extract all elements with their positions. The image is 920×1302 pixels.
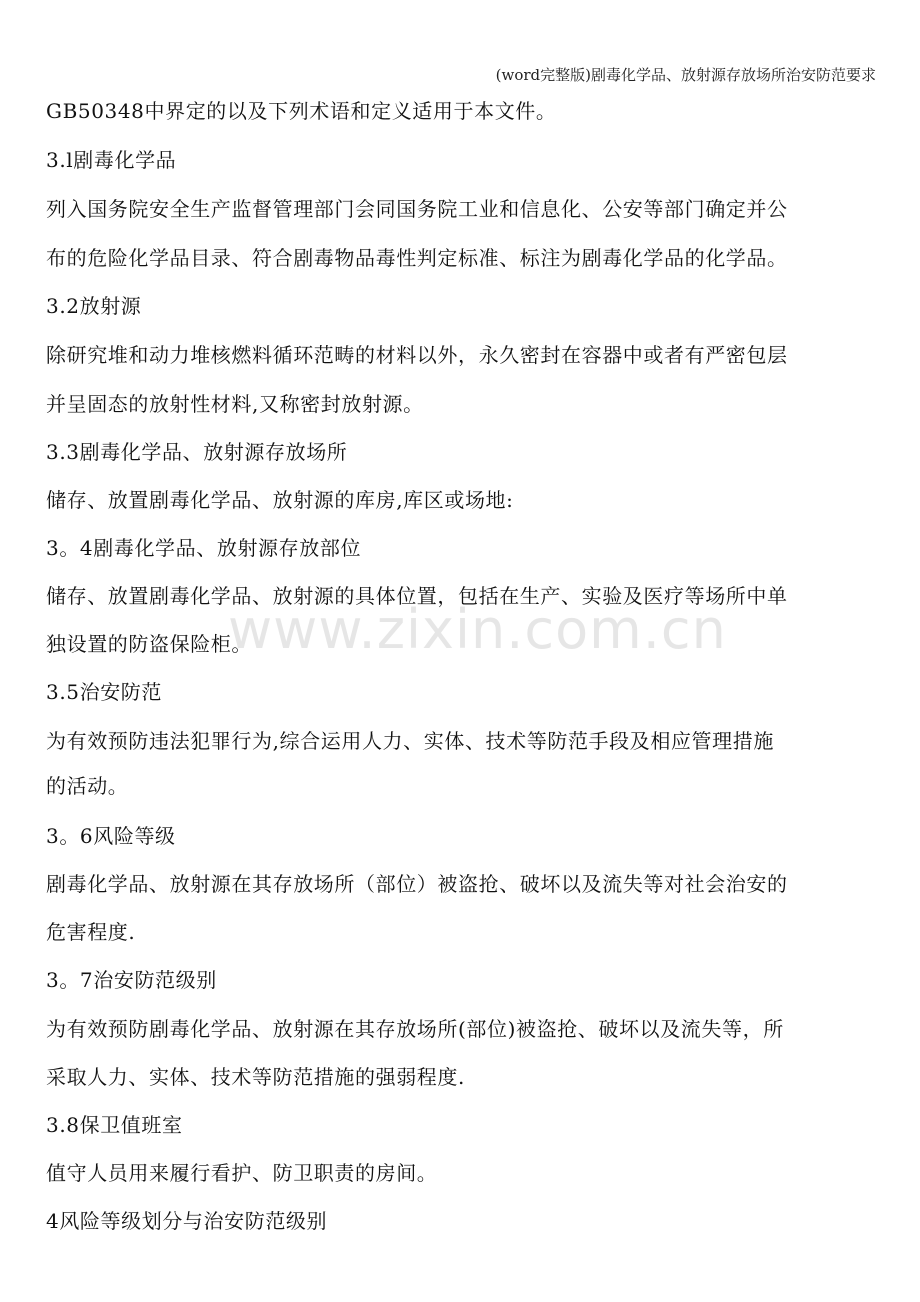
text-line: 危害程度. <box>46 920 136 944</box>
text-line: 采取人力、实体、技术等防范措施的强弱程度. <box>46 1065 465 1089</box>
text-line: 并呈固态的放射性材料,又称密封放射源。 <box>46 392 424 416</box>
text-line: 值守人员用来履行看护、防卫职责的房间。 <box>46 1161 438 1185</box>
watermark-text: www.zixin.com.cn <box>228 598 727 661</box>
text-line: GB50348中界定的以及下列术语和定义适用于本文件。 <box>46 99 557 123</box>
section-heading: 3.5治安防范 <box>46 680 163 704</box>
text-line: 除研究堆和动力堆核燃料循环范畴的材料以外，永久密封在容器中或者有严密包层 <box>46 343 788 367</box>
text-line: 的活动。 <box>46 774 129 798</box>
text-line: 储存、放置剧毒化学品、放射源的库房,库区或场地: <box>46 488 514 512</box>
text-line: 布的危险化学品目录、符合剧毒物品毒性判定标准、标注为剧毒化学品的化学品。 <box>46 246 788 270</box>
section-heading: 3.l剧毒化学品 <box>46 148 177 172</box>
section-heading: 3。4剧毒化学品、放射源存放部位 <box>46 536 362 560</box>
text-line: 为有效预防剧毒化学品、放射源在其存放场所(部位)被盗抢、破坏以及流失等，所 <box>46 1017 784 1041</box>
section-heading: 3。6风险等级 <box>46 824 176 848</box>
text-line: 为有效预防违法犯罪行为,综合运用人力、实体、技术等防范手段及相应管理措施 <box>46 729 774 753</box>
section-heading: 3.3剧毒化学品、放射源存放场所 <box>46 440 348 464</box>
text-line: 列入国务院安全生产监督管理部门会同国务院工业和信息化、公安等部门确定并公 <box>46 197 788 221</box>
section-heading: 3.2放射源 <box>46 294 142 318</box>
section-heading: 3.8保卫值班室 <box>46 1113 183 1137</box>
text-line: 储存、放置剧毒化学品、放射源的具体位置，包括在生产、实验及医疗等场所中单 <box>46 584 788 608</box>
text-line: 独设置的防盗保险柜。 <box>46 632 252 656</box>
section-heading: 4风险等级划分与治安防范级别 <box>46 1209 328 1233</box>
text-line: 剧毒化学品、放射源在其存放场所（部位）被盗抢、破坏以及流失等对社会治安的 <box>46 872 788 896</box>
section-heading: 3。7治安防范级别 <box>46 968 217 992</box>
page-header: (word完整版)剧毒化学品、放射源存放场所治安防范要求 <box>495 66 876 84</box>
